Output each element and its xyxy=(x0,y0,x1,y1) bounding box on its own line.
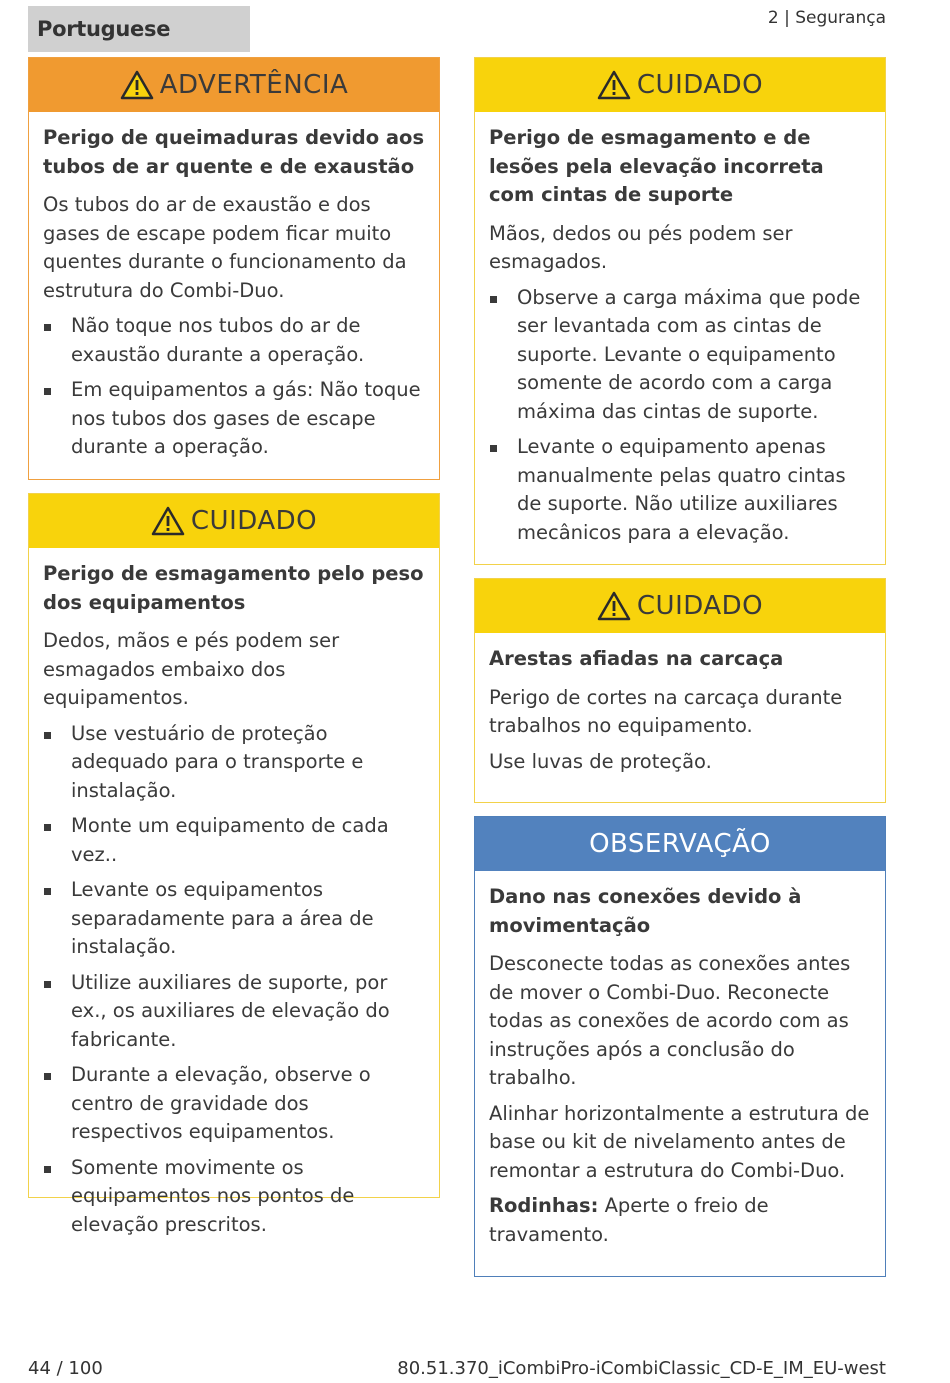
caution-heading-label: CUIDADO xyxy=(636,70,764,100)
warning-triangle-icon xyxy=(597,70,631,100)
warning-box-burns xyxy=(28,57,440,480)
caution-text-2: Use luvas de proteção. xyxy=(489,749,712,773)
list-item-text: Levante o equipamento apenas manualmente pelas quatro cintas de suporte. Não utilize auxiliares mecânicos para a elevação. xyxy=(517,435,846,544)
warning-text: Os tubos do ar de exaustão e dos gases de escape podem ficar muito quentes durante o funcionamento da estrutura do Combi-Duo. xyxy=(43,193,407,302)
section-header: 2 | Segurança xyxy=(767,8,886,28)
warning-triangle-icon xyxy=(151,506,185,536)
list-item-text: Durante a elevação, observe o centro de gravidade dos respectivos equipamentos. xyxy=(71,1063,371,1143)
caution-box-edges xyxy=(474,578,886,803)
list-item-text: Utilize auxiliares de suporte, por ex., os auxiliares de elevação do fabricante. xyxy=(71,970,390,1051)
language-tag: Portuguese xyxy=(28,6,250,52)
caution-heading xyxy=(475,58,885,112)
warning-heading-label: ADVERTÊNCIA xyxy=(159,70,349,100)
note-text-3 xyxy=(489,1192,871,1249)
note-text: Desconecte todas as conexões antes de mover o Combi-Duo. Reconecte todas as conexões de acordo com as instruções após a conclusão do trabalho. xyxy=(489,952,851,1089)
list-item xyxy=(43,969,425,1055)
caution-list xyxy=(43,720,425,1240)
caution-heading-label: CUIDADO xyxy=(190,506,318,536)
caution-text: Mãos, dedos ou pés podem ser esmagados. xyxy=(489,221,793,273)
warning-list xyxy=(43,312,425,462)
bullet-icon xyxy=(44,888,51,895)
caution-heading-label: CUIDADO xyxy=(636,591,764,621)
list-item xyxy=(489,284,871,427)
caution-box-weight xyxy=(28,493,440,1236)
note-box-connections xyxy=(474,816,886,1277)
bullet-icon xyxy=(44,732,51,739)
caution-title: Perigo de esmagamento e de lesões pela elevação incorreta com cintas de suporte xyxy=(489,126,824,206)
list-item xyxy=(43,1154,425,1240)
list-item-text: Monte um equipamento de cada vez.. xyxy=(71,814,389,866)
bullet-icon xyxy=(44,981,51,988)
warning-triangle-icon xyxy=(120,70,154,100)
bullet-icon xyxy=(44,1166,51,1173)
list-item xyxy=(43,376,425,462)
caution-box-straps xyxy=(474,57,886,565)
bullet-icon xyxy=(44,1073,51,1080)
caution-title: Perigo de esmagamento pelo peso dos equipamentos xyxy=(43,562,424,614)
bullet-icon xyxy=(44,388,51,395)
warning-triangle-icon xyxy=(597,591,631,621)
note-title: Dano nas conexões devido à movimentação xyxy=(489,885,802,937)
caution-heading xyxy=(475,579,885,633)
document-id: 80.51.370_iCombiPro-iCombiClassic_CD-E_IM_EU-west xyxy=(397,1358,886,1379)
bullet-icon xyxy=(44,324,51,331)
list-item-text: Somente movimente os equipamentos nos pontos de elevação prescritos. xyxy=(71,1155,355,1236)
list-item xyxy=(43,1061,425,1147)
note-casters-label: Rodinhas: xyxy=(489,1194,599,1217)
list-item xyxy=(489,433,871,547)
warning-title: Perigo de queimaduras devido aos tubos de ar quente e de exaustão xyxy=(43,126,425,178)
list-item-text: Use vestuário de proteção adequado para o transporte e instalação. xyxy=(71,721,364,802)
list-item xyxy=(43,876,425,962)
list-item xyxy=(43,720,425,806)
note-casters-text: Aperte o freio de travamento. xyxy=(489,1194,769,1246)
list-item-text: Em equipamentos a gás: Não toque nos tubos dos gases de escape durante a operação. xyxy=(71,378,421,458)
bullet-icon xyxy=(490,296,497,303)
caution-title: Arestas afiadas na carcaça xyxy=(489,647,784,670)
list-item-text: Não toque nos tubos do ar de exaustão durante a operação. xyxy=(71,314,365,366)
bullet-icon xyxy=(490,445,497,452)
warning-heading xyxy=(29,58,439,112)
list-item-text: Levante os equipamentos separadamente para a área de instalação. xyxy=(71,878,374,958)
note-heading xyxy=(475,817,885,871)
caution-text: Perigo de cortes na carcaça durante trabalhos no equipamento. xyxy=(489,685,843,737)
list-item-text: Observe a carga máxima que pode ser levantada com as cintas de suporte. Levante o equipamento somente de acordo com a carga máxima das cintas de suporte. xyxy=(517,285,861,423)
caution-heading xyxy=(29,494,439,548)
caution-text: Dedos, mãos e pés podem ser esmagados embaixo dos equipamentos. xyxy=(43,629,340,709)
bullet-icon xyxy=(44,824,51,831)
list-item xyxy=(43,312,425,369)
note-text-2: Alinhar horizontalmente a estrutura de base ou kit de nivelamento antes de remontar a estrutura do Combi-Duo. xyxy=(489,1101,870,1182)
page-number: 44 / 100 xyxy=(28,1358,103,1379)
list-item xyxy=(43,812,425,869)
caution-list xyxy=(489,284,871,548)
note-heading-label: OBSERVAÇÃO xyxy=(589,829,771,859)
